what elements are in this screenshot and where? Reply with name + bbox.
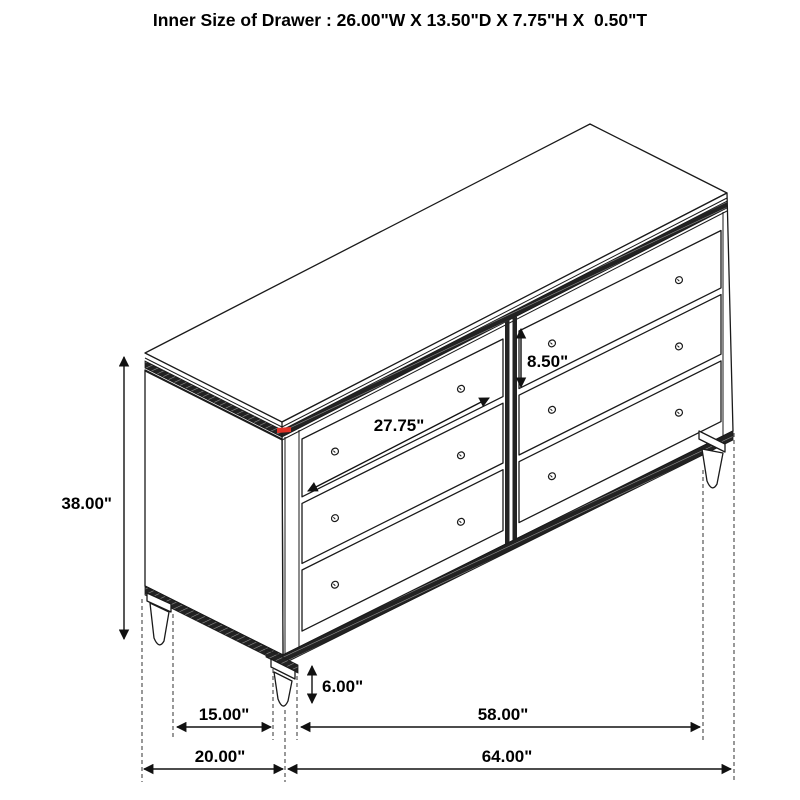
dim-label-leg-span-depth: 15.00" <box>198 705 250 724</box>
drawer-knob <box>549 473 556 480</box>
dim-label-overall-depth: 20.00" <box>194 747 246 766</box>
dim-leg-height <box>312 666 363 703</box>
drawer-knob <box>549 340 556 347</box>
dim-label-leg-span-width: 58.00" <box>477 705 529 724</box>
red-corner-accent <box>277 427 291 433</box>
dim-overall-width <box>288 747 731 769</box>
dim-overall-depth <box>144 747 283 769</box>
page-title: Inner Size of Drawer : 26.00"W X 13.50"D X 7.75"H X 0.50"T <box>152 10 648 30</box>
divider-bar <box>513 317 518 544</box>
dim-label-drawer-front-width: 27.75" <box>373 416 425 435</box>
dim-label-leg-height: 6.00" <box>322 677 364 696</box>
dim-overall-height <box>61 357 124 639</box>
drawer-knob <box>458 518 465 525</box>
divider-bar <box>505 320 510 547</box>
dim-label-overall-height: 38.00" <box>61 494 112 513</box>
drawer-knob <box>332 581 339 588</box>
drawer-knob <box>676 409 683 416</box>
dresser-drawing <box>145 124 733 706</box>
drawer-knob <box>549 406 556 413</box>
leg-cone <box>274 672 292 706</box>
dim-leg-span-depth <box>177 705 271 727</box>
drawer-knob <box>676 343 683 350</box>
leg-cone <box>702 449 723 488</box>
dim-label-drawer-front-height: 8.50" <box>527 352 569 371</box>
drawer-knob <box>676 277 683 284</box>
drawer-knob <box>332 515 339 522</box>
dim-leg-span-width <box>301 705 700 727</box>
drawer-knob <box>458 385 465 392</box>
drawer-knob <box>332 448 339 455</box>
drawer-knob <box>458 452 465 459</box>
dim-label-overall-width: 64.00" <box>481 747 533 766</box>
